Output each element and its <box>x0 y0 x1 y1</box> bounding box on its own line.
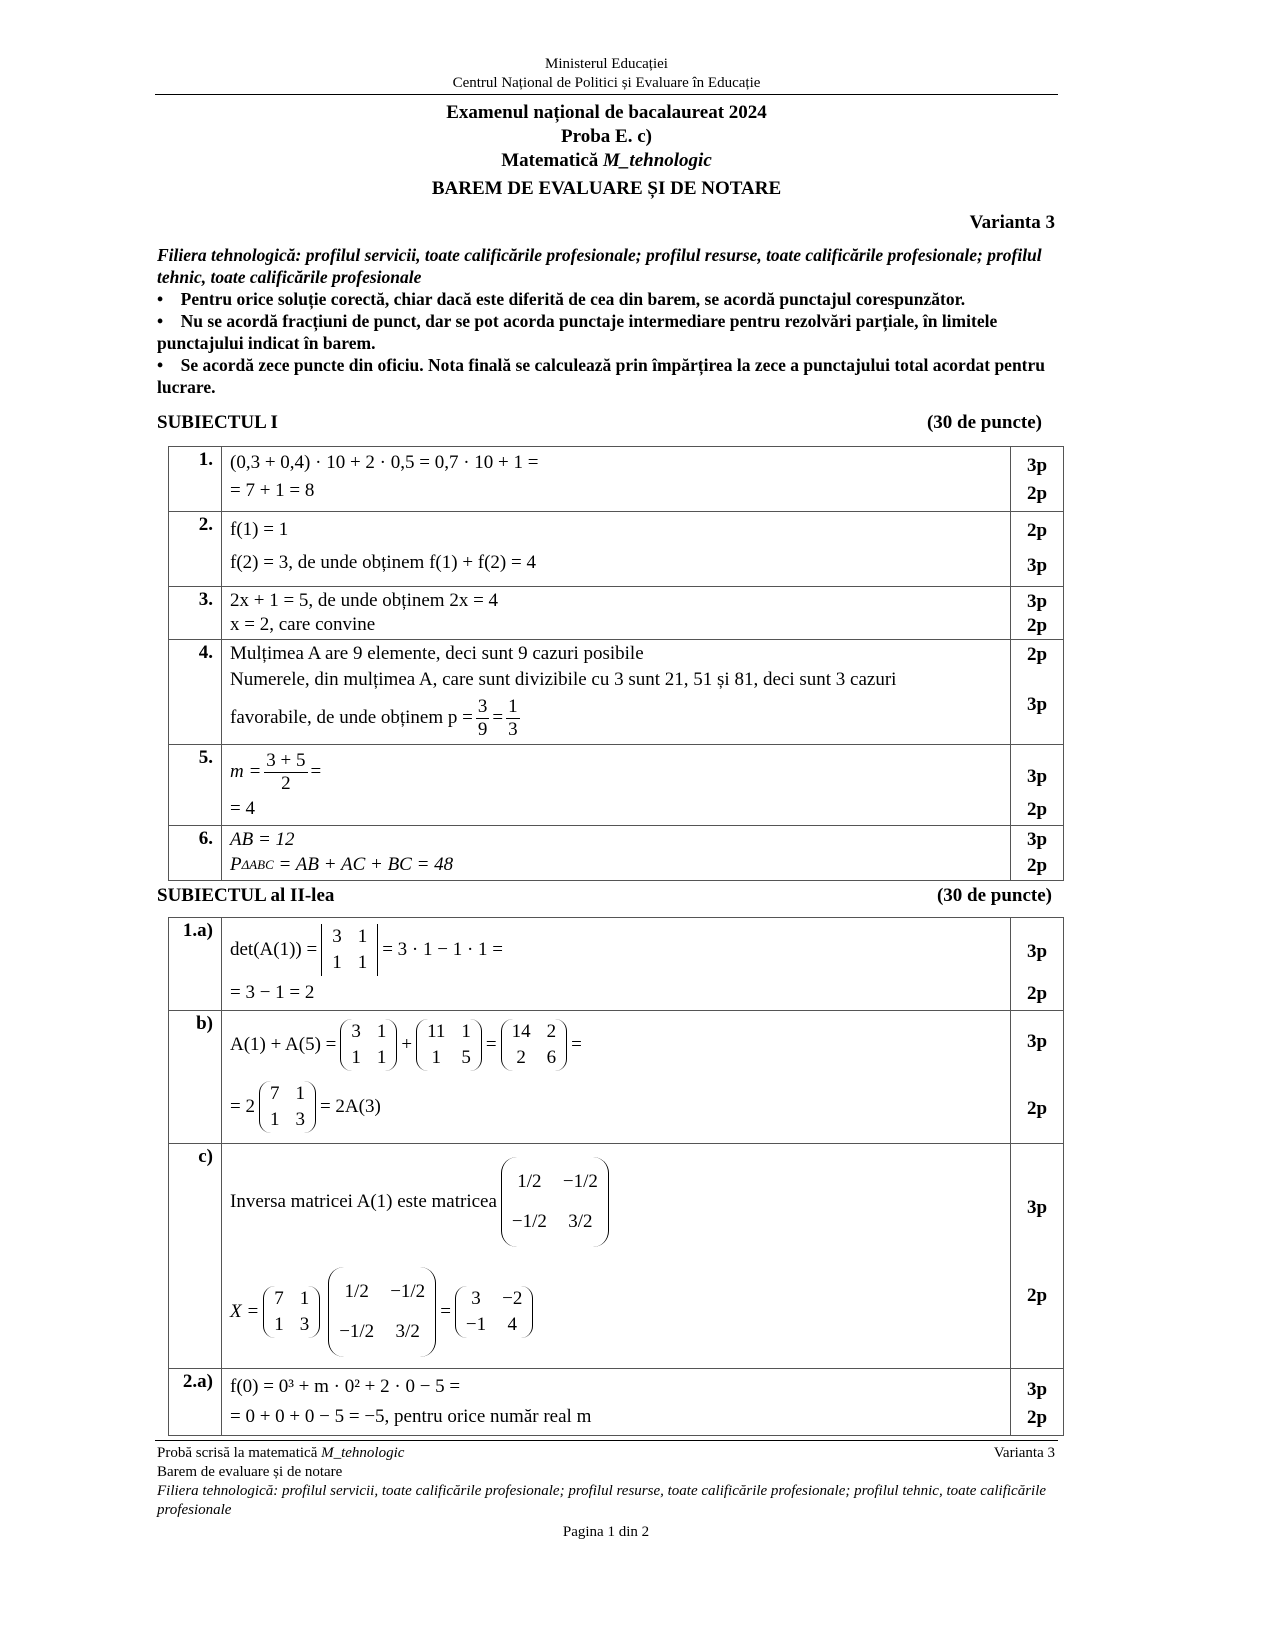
matrix-cell: −2 <box>502 1288 523 1309</box>
text: 3p <box>1026 829 1048 850</box>
matrix <box>321 924 378 976</box>
matrix-cell: 7 <box>269 1083 280 1104</box>
filiera: Filiera tehnologică: profilul servicii, toate calificările profesionale; profilul resurse, toate calificările profesionale; profilul tehnic, toate calificările profesionale <box>157 245 1042 287</box>
text: (0,3 + 0,4) · 10 + 2 · 0,5 = 0,7 · 10 + 1 = <box>230 452 539 473</box>
text: = <box>571 1034 582 1055</box>
text: X = <box>230 1301 260 1322</box>
inverse-matrix <box>328 1267 436 1357</box>
exam-title: Examenul național de bacalaureat 2024 <box>446 102 767 123</box>
text: 2p <box>1026 483 1048 504</box>
table-row <box>169 826 1064 881</box>
matrix <box>263 1286 320 1338</box>
page-number: Pagina 1 din 2 <box>562 1524 650 1540</box>
matrix-cell: 1 <box>351 1047 361 1068</box>
text: 9 <box>477 718 488 740</box>
text: 3p <box>1026 1031 1048 1052</box>
header-divider <box>155 94 1058 95</box>
text: = 3 · 1 − 1 · 1 = <box>382 939 504 960</box>
text: f(2) = 3, de unde obținem f(1) + f(2) = 4 <box>230 552 536 573</box>
matrix-cell: −1 <box>465 1314 487 1335</box>
text: 2p <box>1026 615 1048 636</box>
text: 3p <box>1026 455 1048 476</box>
text: AB = 12 <box>230 829 295 850</box>
text: 1. <box>169 447 222 512</box>
text: 2p <box>1026 983 1048 1004</box>
bullet: • Nu se acordă fracțiuni de punct, dar se pot acorda punctaje intermediare pentru rezolvări parțiale, în limitele punctajului indicat în barem. <box>157 311 998 353</box>
matrix-cell: 1/2 <box>344 1281 369 1302</box>
table-row <box>169 1011 1064 1144</box>
text: 3. <box>169 587 222 640</box>
matrix-cell: 1 <box>295 1083 305 1104</box>
text: 3p <box>1026 941 1048 962</box>
matrix-cell: 1 <box>357 926 368 947</box>
matrix-cell: 3 <box>351 1021 361 1042</box>
instructions <box>157 244 1057 398</box>
matrix-cell: 1 <box>269 1109 280 1130</box>
matrix-cell: 2 <box>516 1047 526 1068</box>
text: = AB + AC + BC = 48 <box>278 854 454 875</box>
text: SUBIECTUL I <box>157 412 278 433</box>
text: = <box>440 1301 451 1322</box>
text: x = 2, care convine <box>230 614 376 635</box>
text: f(1) = 1 <box>230 519 289 540</box>
matrix-cell: 5 <box>461 1047 471 1068</box>
text: M_tehnologic <box>321 1445 405 1461</box>
subject-profile: M_tehnologic <box>603 150 712 171</box>
text: c) <box>169 1144 222 1369</box>
table-row <box>169 918 1064 1011</box>
center: Centrul Național de Politici și Evaluare în Educație <box>452 75 761 91</box>
matrix <box>259 1081 316 1133</box>
text: Pentru orice soluție corectă, chiar dacă este diferită de cea din barem, se acordă punctajul corespunzător. <box>180 289 966 309</box>
text: = <box>485 1034 497 1055</box>
matrix-cell: −1/2 <box>339 1321 375 1342</box>
matrix-cell: 3/2 <box>568 1211 593 1232</box>
matrix-cell: 1 <box>357 952 368 973</box>
table-row <box>169 1369 1064 1436</box>
text: 2 <box>281 772 291 794</box>
fraction <box>476 696 490 741</box>
ministry: Ministerul Educației <box>545 56 668 72</box>
text: 2p <box>1026 1407 1048 1428</box>
text: 3p <box>1026 591 1048 612</box>
text: = 3 − 1 = 2 <box>230 982 315 1003</box>
fraction <box>264 750 307 795</box>
text: Numerele, din mulțimea A, care sunt divizibile cu 3 sunt 21, 51 și 81, deci sunt 3 cazuri <box>230 669 897 690</box>
footer <box>157 1444 1055 1542</box>
text: 2p <box>1026 855 1048 876</box>
matrix-cell: 2 <box>546 1021 557 1042</box>
matrix-cell: 1 <box>431 1047 441 1068</box>
text: (30 de puncte) <box>926 412 1042 433</box>
matrix <box>455 1286 533 1338</box>
table-row <box>169 447 1064 512</box>
fraction <box>506 696 520 741</box>
text: 2. <box>169 512 222 587</box>
bullet: • Pentru orice soluție corectă, chiar dacă este diferită de cea din barem, se acordă punctajul corespunzător. <box>157 289 966 309</box>
matrix-cell: 14 <box>511 1021 531 1042</box>
text: 3 <box>477 695 488 717</box>
text: det(A(1)) = <box>230 939 318 960</box>
matrix-cell: 3 <box>299 1314 310 1335</box>
matrix-cell: 1 <box>376 1047 387 1068</box>
text: 1 <box>508 695 518 717</box>
text: m = <box>230 761 262 782</box>
text: = 4 <box>230 798 255 819</box>
matrix-cell: 11 <box>427 1021 446 1042</box>
text: Varianta 3 <box>993 1445 1055 1461</box>
text: Barem de evaluare și de notare <box>157 1464 343 1480</box>
text: = <box>310 761 322 782</box>
text: b) <box>169 1011 222 1144</box>
matrix-cell: 6 <box>546 1047 557 1068</box>
table-row <box>169 587 1064 640</box>
subject: Matematică <box>501 150 599 171</box>
matrix-cell: −1/2 <box>562 1171 598 1192</box>
text: 3p <box>1026 1379 1048 1400</box>
matrix-cell: 1/2 <box>517 1171 542 1192</box>
text: 1.a) <box>169 918 222 1011</box>
matrix-cell: 1 <box>332 952 342 973</box>
matrix-cell: 3 <box>471 1288 481 1309</box>
subject-1-table <box>168 446 1064 881</box>
matrix <box>416 1019 482 1071</box>
text: 3p <box>1026 694 1048 715</box>
table-row <box>169 640 1064 745</box>
text: Se acordă zece puncte din oficiu. Nota finală se calculează prin împărțirea la zece a punctajului total acordat pentru lucrare. <box>157 355 1046 397</box>
text: 2p <box>1026 520 1048 541</box>
text: Filiera tehnologică: profilul servicii, toate calificările profesionale; profilul resurse, toate calificările profesionale; profilul tehnic, toate calificările profesionale <box>157 1483 1047 1518</box>
text: Mulțimea A are 9 elemente, deci sunt 9 cazuri posibile <box>230 643 644 664</box>
text: Inversa matricei A(1) este matricea <box>230 1191 497 1212</box>
table-row <box>169 745 1064 826</box>
text: 2p <box>1026 1285 1048 1306</box>
text: = 0 + 0 + 0 − 5 = −5, pentru orice număr real m <box>230 1406 592 1427</box>
text: ΔABC <box>241 857 274 872</box>
footer-divider <box>155 1440 1058 1441</box>
proba: Proba E. c) <box>561 126 652 147</box>
matrix-cell: 1 <box>299 1288 310 1309</box>
matrix <box>340 1019 397 1071</box>
matrix-cell: −1/2 <box>390 1281 426 1302</box>
text: = 2A(3) <box>319 1096 381 1117</box>
text: 6. <box>169 826 222 881</box>
matrix-cell: 1 <box>376 1021 387 1042</box>
text: 3 <box>508 718 518 740</box>
table-row <box>169 512 1064 587</box>
text: 2p <box>1026 1098 1048 1119</box>
matrix-cell: −1/2 <box>511 1211 547 1232</box>
text: Nu se acordă fracțiuni de punct, dar se pot acorda punctaje intermediare pentru rezolvări parțiale, în limitele punctajului indicat în barem. <box>157 311 998 353</box>
matrix-cell: 7 <box>274 1288 284 1309</box>
text: 3p <box>1026 1197 1048 1218</box>
text: favorabile, de unde obținem p = <box>230 707 473 728</box>
matrix-cell: 1 <box>274 1314 284 1335</box>
text: 2x + 1 = 5, de unde obținem 2x = 4 <box>230 590 499 611</box>
table-row <box>169 1144 1064 1369</box>
inverse-matrix <box>501 1157 609 1247</box>
section-heading <box>157 412 1052 434</box>
text: 2.a) <box>169 1369 222 1436</box>
text: = <box>492 707 504 728</box>
section-heading <box>157 885 1052 907</box>
matrix-cell: 1 <box>461 1021 471 1042</box>
varianta: Varianta 3 <box>969 212 1055 233</box>
text: 3p <box>1026 766 1048 787</box>
text: 4. <box>169 640 222 745</box>
text: = 2 <box>230 1096 255 1117</box>
text: = 7 + 1 = 8 <box>230 480 315 501</box>
text: 5. <box>169 745 222 826</box>
text: SUBIECTUL al II-lea <box>157 885 335 906</box>
text: (30 de puncte) <box>936 885 1052 906</box>
text: 3p <box>1026 555 1048 576</box>
barem-title: BAREM DE EVALUARE ȘI DE NOTARE <box>431 178 782 199</box>
text: 2p <box>1026 799 1048 820</box>
text: f(0) = 0³ + m · 0² + 2 · 0 − 5 = <box>230 1376 461 1397</box>
text: A(1) + A(5) = <box>230 1034 337 1055</box>
matrix-cell: 4 <box>507 1314 517 1335</box>
text: + <box>401 1034 413 1055</box>
matrix <box>501 1019 568 1071</box>
matrix-cell: 3 <box>332 926 342 947</box>
text: 3 + 5 <box>266 749 306 771</box>
subject-2-table <box>168 917 1064 1436</box>
text: P <box>230 854 242 875</box>
matrix-cell: 3/2 <box>395 1321 420 1342</box>
text: 2p <box>1026 644 1048 665</box>
bullet: • Se acordă zece puncte din oficiu. Nota finală se calculează prin împărțirea la zece a punctajului total acordat pentru lucrare. <box>157 355 1046 397</box>
matrix-cell: 3 <box>295 1109 305 1130</box>
text: Probă scrisă la matematică <box>157 1445 318 1461</box>
subject-title <box>155 149 1058 173</box>
